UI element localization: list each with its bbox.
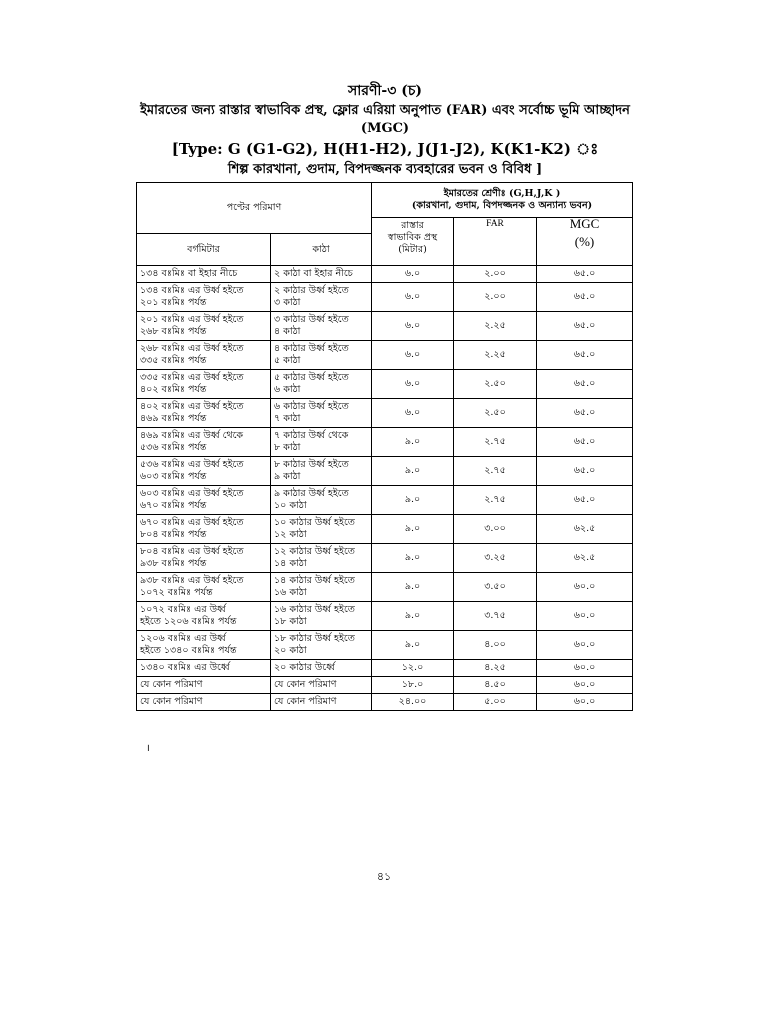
- sqm-cell-line: ৮০৪ বঃমিঃ পর্যন্ত: [140, 529, 207, 540]
- road-width-cell-line: ৬.০: [404, 320, 421, 331]
- katha-cell: [271, 486, 372, 515]
- mgc-cell: [537, 573, 633, 602]
- sqm-cell-line: ৪০২ বঃমিঃ পর্যন্ত: [140, 384, 207, 395]
- far-cell-line: ২.০০: [484, 268, 506, 279]
- road-width-cell: [372, 660, 454, 677]
- sqm-cell-line: যে কোন পরিমাণ: [140, 679, 203, 690]
- road-width-cell-line: ৯.০: [404, 639, 421, 650]
- katha-cell: [271, 266, 372, 283]
- katha-cell: [271, 631, 372, 660]
- mgc-cell-line: ৬০.০: [573, 696, 596, 707]
- katha-cell-line: ১৬ কাঠার উর্ধ্ব হইতে: [274, 604, 355, 615]
- road-width-cell-line: ৯.০: [404, 465, 421, 476]
- mgc-cell-line: ৬০.০: [573, 639, 596, 650]
- road-width-cell: [372, 486, 454, 515]
- mgc-cell: [537, 312, 633, 341]
- katha-cell: [271, 312, 372, 341]
- road-width-cell-line: ৬.০: [404, 268, 421, 279]
- katha-cell-line: ২০ কাঠার উর্ধ্বে: [274, 662, 335, 673]
- katha-cell-line: ৮ কাঠা: [274, 442, 301, 453]
- page-number: ৪১: [376, 870, 392, 883]
- katha-cell-line: ১০ কাঠা: [274, 500, 307, 511]
- road-width-cell-line: ৯.০: [404, 436, 421, 447]
- mgc-cell-line: ৬৫.০: [573, 436, 596, 447]
- table-subtitle-cont: (MGC): [360, 121, 410, 136]
- far-cell: [454, 457, 537, 486]
- sqm-cell-line: ৪৬৯ বঃমিঃ এর উর্ধ্ব থেকে: [140, 430, 244, 441]
- table-row: [137, 544, 633, 573]
- katha-cell: [271, 283, 372, 312]
- table-row: [137, 341, 633, 370]
- mgc-cell-line: ৬০.০: [573, 662, 596, 673]
- type-line: [Type: G (G1-G2), H(H1-H2), J(J1-J2), K(K1-K2) ঃ: [171, 140, 599, 158]
- katha-cell-line: ২০ কাঠা: [274, 645, 307, 656]
- road-width-cell-line: ৯.০: [404, 581, 421, 592]
- katha-cell-line: ৫ কাঠা: [274, 355, 301, 366]
- table-row: [137, 677, 633, 694]
- sqm-header: বর্গমিটার: [137, 234, 271, 266]
- table-row: [137, 694, 633, 711]
- road-width-cell: [372, 457, 454, 486]
- katha-cell: [271, 428, 372, 457]
- sqm-cell: [137, 631, 271, 660]
- katha-cell-line: ৯ কাঠা: [274, 471, 301, 482]
- road-width-cell-line: ৬.০: [404, 291, 421, 302]
- road-width-cell-line: ৯.০: [404, 552, 421, 563]
- table-number: সারণী-৩ (চ): [347, 83, 423, 99]
- far-cell: [454, 631, 537, 660]
- sqm-cell-line: ৬৭০ বঃমিঃ পর্যন্ত: [140, 500, 207, 511]
- katha-cell-line: ১৪ কাঠা: [274, 558, 307, 569]
- sqm-cell-line: ১৩৪০ বঃমিঃ এর উর্ধ্বে: [140, 662, 230, 673]
- mgc-cell-line: ৬৫.০: [573, 465, 596, 476]
- road-width-header-l2: স্বাভাবিক প্রস্থ: [387, 232, 438, 243]
- sqm-cell-line: ৩৩৫ বঃমিঃ এর উর্ধ্ব হইতে: [140, 372, 244, 383]
- mgc-cell: [537, 283, 633, 312]
- road-width-cell: [372, 312, 454, 341]
- katha-cell: [271, 694, 372, 711]
- road-width-cell: [372, 602, 454, 631]
- katha-cell-line: ১৮ কাঠার উর্ধ্ব হইতে: [274, 633, 355, 644]
- road-width-cell: [372, 573, 454, 602]
- sqm-cell: [137, 515, 271, 544]
- table-row: [137, 399, 633, 428]
- road-width-cell: [372, 677, 454, 694]
- katha-cell-line: ৩ কাঠা: [274, 297, 301, 308]
- table-row: [137, 573, 633, 602]
- building-category-header: [372, 183, 633, 218]
- mgc-cell-line: ৬৫.০: [573, 407, 596, 418]
- sqm-cell: [137, 283, 271, 312]
- far-cell-line: ৫.০০: [484, 696, 506, 707]
- sqm-cell-line: ১০৭২ বঃমিঃ পর্যন্ত: [140, 587, 213, 598]
- mgc-cell-line: ৬৫.০: [573, 320, 596, 331]
- far-cell: [454, 573, 537, 602]
- mgc-cell: [537, 266, 633, 283]
- katha-header: কাঠা: [271, 234, 372, 266]
- far-cell-line: ৩.০০: [484, 523, 506, 534]
- far-cell-line: ২.৭৫: [484, 436, 506, 447]
- far-cell: [454, 341, 537, 370]
- table-row: [137, 486, 633, 515]
- mgc-cell: [537, 694, 633, 711]
- mgc-cell: [537, 515, 633, 544]
- katha-cell-line: ৭ কাঠা: [274, 413, 301, 424]
- road-width-cell-line: ৯.০: [404, 494, 421, 505]
- sqm-cell-line: ৯৩৮ বঃমিঃ পর্যন্ত: [140, 558, 207, 569]
- road-width-cell: [372, 399, 454, 428]
- katha-cell-line: ৪ কাঠার উর্ধ্ব হইতে: [274, 343, 349, 354]
- sqm-cell-line: ৮০৪ বঃমিঃ এর উর্ধ্ব হইতে: [140, 546, 244, 557]
- far-cell: [454, 486, 537, 515]
- road-width-cell-line: ৯.০: [404, 610, 421, 621]
- sqm-cell-line: ২০১ বঃমিঃ পর্যন্ত: [140, 297, 207, 308]
- mgc-cell-line: ৬৫.০: [573, 494, 596, 505]
- katha-cell: [271, 677, 372, 694]
- mgc-cell: [537, 341, 633, 370]
- mgc-cell: [537, 370, 633, 399]
- sqm-cell: [137, 457, 271, 486]
- plot-size-header: পণ্টের পরিমাণ: [137, 183, 372, 234]
- far-cell: [454, 544, 537, 573]
- sqm-cell: [137, 399, 271, 428]
- road-width-cell-line: ৯.০: [404, 523, 421, 534]
- katha-cell-line: ৭ কাঠার উর্ধ্ব থেকে: [274, 430, 349, 441]
- category-line: শিল্প কারখানা, গুদাম, বিপদজ্জনক ব্যবহারের ভবন ও বিবিধ ]: [227, 162, 543, 177]
- katha-cell-line: ৮ কাঠার উর্ধ্ব হইতে: [274, 459, 349, 470]
- sqm-cell-line: ৯৩৮ বঃমিঃ এর উর্ধ্ব হইতে: [140, 575, 244, 586]
- mgc-cell: [537, 660, 633, 677]
- category-header-line1: ইমারতের শ্রেণীঃ (G,H,J,K ): [443, 188, 561, 199]
- table-row: [137, 515, 633, 544]
- katha-cell-line: ১৬ কাঠা: [274, 587, 307, 598]
- sqm-cell-line: ২৬৮ বঃমিঃ এর উর্ধ্ব হইতে: [140, 343, 244, 354]
- sqm-cell: [137, 266, 271, 283]
- far-cell: [454, 602, 537, 631]
- sqm-cell-line: ৬৭০ বঃমিঃ এর উর্ধ্ব হইতে: [140, 517, 244, 528]
- sqm-cell-line: ৬০৩ বঃমিঃ এর উর্ধ্ব হইতে: [140, 488, 244, 499]
- sqm-cell-line: যে কোন পরিমাণ: [140, 696, 203, 707]
- far-cell-line: ২.৭৫: [484, 465, 506, 476]
- far-cell: [454, 312, 537, 341]
- katha-cell-line: ১২ কাঠা: [274, 529, 307, 540]
- table-row: [137, 283, 633, 312]
- katha-cell-line: যে কোন পরিমাণ: [274, 696, 337, 707]
- sqm-cell: [137, 544, 271, 573]
- katha-cell-line: ৫ কাঠার উর্ধ্ব হইতে: [274, 372, 349, 383]
- far-cell-line: ২.২৫: [484, 349, 506, 360]
- road-width-cell: [372, 428, 454, 457]
- road-width-cell-line: ১৮.০: [401, 679, 424, 690]
- sqm-cell-line: ৪৬৯ বঃমিঃ পর্যন্ত: [140, 413, 207, 424]
- road-width-cell: [372, 283, 454, 312]
- mgc-cell-line: ৬৫.০: [573, 378, 596, 389]
- far-cell: [454, 399, 537, 428]
- far-cell-line: ২.০০: [484, 291, 506, 302]
- far-cell: [454, 515, 537, 544]
- document-title-block: [120, 80, 650, 180]
- katha-cell-line: ২ কাঠার উর্ধ্ব হইতে: [274, 285, 349, 296]
- far-cell-line: ৪.০০: [484, 639, 506, 650]
- road-width-cell: [372, 631, 454, 660]
- road-width-header: [372, 218, 454, 266]
- katha-cell: [271, 515, 372, 544]
- katha-cell: [271, 602, 372, 631]
- katha-cell-line: ১৮ কাঠা: [274, 616, 307, 627]
- sqm-cell: [137, 428, 271, 457]
- mgc-cell: [537, 457, 633, 486]
- table-row: [137, 266, 633, 283]
- far-cell-line: ৪.২৫: [484, 662, 506, 673]
- mgc-cell: [537, 677, 633, 694]
- road-width-cell-line: ২৪.০০: [398, 696, 427, 707]
- far-cell: [454, 660, 537, 677]
- far-cell-line: ৩.৫০: [484, 581, 506, 592]
- sqm-cell: [137, 486, 271, 515]
- mgc-cell: [537, 602, 633, 631]
- sqm-cell-line: ২৬৮ বঃমিঃ পর্যন্ত: [140, 326, 207, 337]
- katha-cell: [271, 370, 372, 399]
- table-row: [137, 428, 633, 457]
- sqm-cell-line: হইতে ১৩৪০ বঃমিঃ পর্যন্ত: [140, 645, 237, 656]
- mgc-cell-line: ৬০.০: [573, 679, 596, 690]
- katha-cell-line: ৬ কাঠার উর্ধ্ব হইতে: [274, 401, 349, 412]
- mgc-cell-line: ৬২.৫: [573, 552, 596, 563]
- sqm-cell: [137, 312, 271, 341]
- far-cell: [454, 283, 537, 312]
- mgc-cell: [537, 399, 633, 428]
- katha-cell-line: ১০ কাঠার উর্ধ্ব হইতে: [274, 517, 355, 528]
- far-cell-line: ২.৭৫: [484, 494, 506, 505]
- katha-cell: [271, 544, 372, 573]
- katha-cell-line: ১৪ কাঠার উর্ধ্ব হইতে: [274, 575, 355, 586]
- sqm-cell-line: ৩৩৫ বঃমিঃ পর্যন্ত: [140, 355, 207, 366]
- sqm-cell: [137, 602, 271, 631]
- mgc-header-l2: (%): [574, 234, 595, 249]
- road-width-header-l1: রাস্তার: [401, 220, 424, 231]
- road-width-cell-line: ৬.০: [404, 349, 421, 360]
- far-cell: [454, 428, 537, 457]
- far-cell-line: ২.২৫: [484, 320, 506, 331]
- far-cell-line: ৪.৫০: [484, 679, 506, 690]
- sqm-cell: [137, 660, 271, 677]
- katha-cell-line: ২ কাঠা বা ইহার নীচে: [274, 268, 353, 279]
- road-width-cell: [372, 515, 454, 544]
- mgc-cell-line: ৬২.৫: [573, 523, 596, 534]
- far-header: FAR: [454, 218, 537, 266]
- katha-cell-line: ৬ কাঠা: [274, 384, 301, 395]
- mgc-cell-line: ৬৫.০: [573, 291, 596, 302]
- katha-cell: [271, 399, 372, 428]
- katha-cell: [271, 341, 372, 370]
- katha-cell: [271, 660, 372, 677]
- road-width-cell: [372, 370, 454, 399]
- mgc-cell: [537, 428, 633, 457]
- table-row: [137, 631, 633, 660]
- far-cell: [454, 370, 537, 399]
- sqm-cell: [137, 370, 271, 399]
- mgc-cell: [537, 544, 633, 573]
- table-row: [137, 312, 633, 341]
- katha-cell: [271, 573, 372, 602]
- sqm-cell-line: ৫৩৬ বঃমিঃ এর উর্ধ্ব হইতে: [140, 459, 244, 470]
- sqm-cell-line: ৬০৩ বঃমিঃ পর্যন্ত: [140, 471, 207, 482]
- sqm-cell-line: ১২০৬ বঃমিঃ এর উর্ধ্ব: [140, 633, 226, 644]
- far-cell: [454, 266, 537, 283]
- sqm-cell-line: ৫৩৬ বঃমিঃ পর্যন্ত: [140, 442, 207, 453]
- sqm-cell: [137, 694, 271, 711]
- mgc-header: [537, 218, 633, 266]
- road-width-cell-line: ৬.০: [404, 407, 421, 418]
- mgc-cell: [537, 486, 633, 515]
- far-cell: [454, 677, 537, 694]
- sqm-cell-line: ২০১ বঃমিঃ এর উর্ধ্ব হইতে: [140, 314, 244, 325]
- far-cell: [454, 694, 537, 711]
- table-row: [137, 457, 633, 486]
- far-cell-line: ৩.৭৫: [484, 610, 506, 621]
- katha-cell-line: ৯ কাঠার উর্ধ্ব হইতে: [274, 488, 349, 499]
- mgc-cell-line: ৬৫.০: [573, 349, 596, 360]
- road-width-cell-line: ১২.০: [401, 662, 424, 673]
- katha-cell-line: ৪ কাঠা: [274, 326, 301, 337]
- far-cell-line: ৩.২৫: [484, 552, 506, 563]
- mgc-cell-line: ৬৫.০: [573, 268, 596, 279]
- sqm-cell: [137, 341, 271, 370]
- road-width-cell: [372, 694, 454, 711]
- katha-cell-line: যে কোন পরিমাণ: [274, 679, 337, 690]
- road-width-cell: [372, 341, 454, 370]
- stray-mark: ।: [146, 743, 150, 754]
- road-width-cell: [372, 544, 454, 573]
- far-cell-line: ২.৫০: [484, 378, 506, 389]
- sqm-cell-line: ৪০২ বঃমিঃ এর উর্ধ্ব হইতে: [140, 401, 244, 412]
- table-row: [137, 370, 633, 399]
- sqm-cell-line: ১৩৪ বঃমিঃ এর উর্ধ্ব হইতে: [140, 285, 244, 296]
- mgc-cell-line: ৬০.০: [573, 581, 596, 592]
- road-width-header-l3: (মিটার): [398, 244, 427, 255]
- katha-cell: [271, 457, 372, 486]
- table-subtitle: ইমারতের জন্য রাস্তার স্বাভাবিক প্রস্থ, ফ্লোর এরিয়া অনুপাত (FAR) এবং সর্বোচ্চ ভূমি আচ্ছাদন: [140, 103, 630, 118]
- far-cell-line: ২.৫০: [484, 407, 506, 418]
- road-width-cell-line: ৬.০: [404, 378, 421, 389]
- far-mgc-table: [136, 182, 633, 711]
- table-row: [137, 602, 633, 631]
- mgc-cell: [537, 631, 633, 660]
- sqm-cell-line: ১৩৪ বঃমিঃ বা ইহার নীচে: [140, 268, 238, 279]
- katha-cell-line: ৩ কাঠার উর্ধ্ব হইতে: [274, 314, 349, 325]
- road-width-cell: [372, 266, 454, 283]
- katha-cell-line: ১২ কাঠার উর্ধ্ব হইতে: [274, 546, 355, 557]
- sqm-cell: [137, 573, 271, 602]
- sqm-cell: [137, 677, 271, 694]
- mgc-cell-line: ৬০.০: [573, 610, 596, 621]
- sqm-cell-line: ১০৭২ বঃমিঃ এর উর্ধ্ব: [140, 604, 226, 615]
- category-header-line2: (কারখানা, গুদাম, বিপদজ্জনক ও অন্যান্য ভবন): [411, 200, 593, 211]
- sqm-cell-line: হইতে ১২০৬ বঃমিঃ পর্যন্ত: [140, 616, 237, 627]
- mgc-header-l1: MGC: [569, 217, 600, 231]
- table-row: [137, 660, 633, 677]
